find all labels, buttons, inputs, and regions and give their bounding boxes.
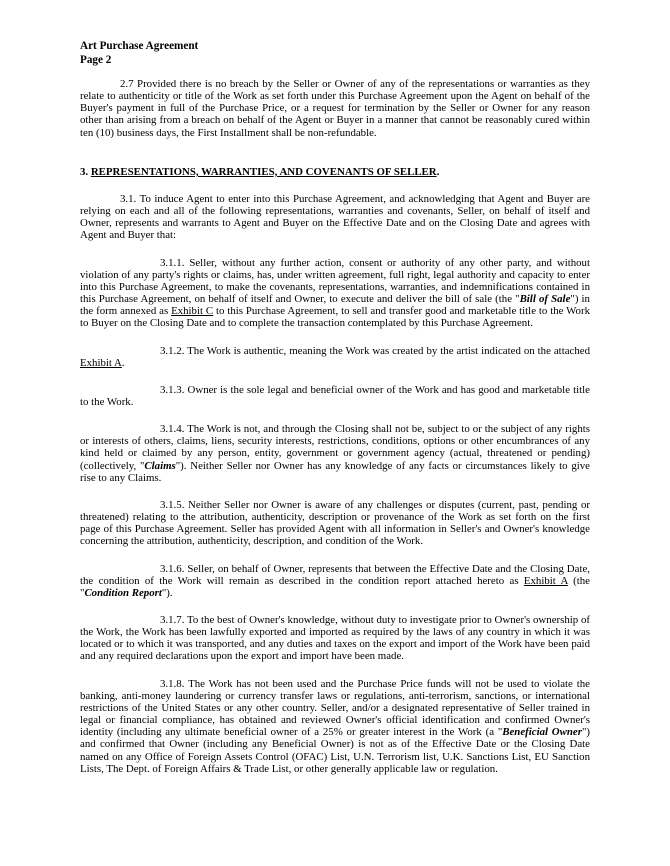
paragraph-3-1-4-text-b: "). Neither Seller nor Owner has any knowledge of any facts or circumstances likely to give rise to any Claims. bbox=[80, 459, 590, 484]
paragraph-3-1-1-text-a: 3.1.1. Seller, without any further action, consent or authority of any other party, and without violation of any party's rights or claims, has, under written agreement, full right, legal authority and capacity to enter into this Purchase Agreement, to make the covenants, representations, warranties, and indemnifications contained in this Purchase Agreement, on behalf of itself and Owner, to execute and deliver the bill of sale (the " bbox=[80, 256, 590, 306]
paragraph-3-1-4-text-a: 3.1.4. The Work is not, and through the Closing shall not be, subject to or the subject of any rights or interests of others, claims, liens, security interests, restrictions, conditions, options or other encumbrances of any kind held or claimed by any person, entity, government or government agency (actual, threatened or pending) (collectively, " bbox=[80, 423, 590, 472]
page-number: Page 2 bbox=[80, 53, 112, 66]
section-3-period: . bbox=[436, 165, 440, 178]
paragraph-3-1-7: 3.1.7. To the best of Owner's knowledge, without duty to investigate prior to Owner's ownership of the Work, the Work has been lawfully exported and imported as required by the laws of any country in which it was located or to which it was transported, and any duties and taxes on the export and import of the Work have been paid and any required declarations upon the export and import have been made. bbox=[80, 614, 590, 663]
defined-term-bill-of-sale: Bill of Sale bbox=[519, 293, 571, 306]
defined-term-claims: Claims bbox=[144, 459, 176, 472]
section-3-title: REPRESENTATIONS, WARRANTIES, AND COVENANTS OF SELLER bbox=[90, 165, 437, 178]
document-title: Art Purchase Agreement bbox=[80, 40, 199, 52]
paragraph-3-1: 3.1. To induce Agent to enter into this Purchase Agreement, and acknowledging that Agent and Buyer are relying on each and all of the following representations, warranties and covenants, Seller, on behalf of itself and Owner, represents and warrants to Agent and Buyer on the Effective Date and on the Closing Date and agrees with Agent and Buyer that: bbox=[80, 192, 590, 242]
defined-term-beneficial-owner: Beneficial Owner bbox=[502, 726, 582, 739]
exhibit-a-reference: Exhibit A bbox=[80, 356, 122, 369]
paragraph-3-1-8 bbox=[80, 678, 590, 775]
paragraph-3-1-2 bbox=[80, 345, 590, 369]
paragraph-3-1-6-text-b: (the " bbox=[80, 574, 590, 599]
paragraph-3-1-3: 3.1.3. Owner is the sole legal and beneficial owner of the Work and has good and marketable title to the Work. bbox=[80, 383, 590, 408]
exhibit-a-reference: Exhibit A bbox=[523, 574, 568, 587]
paragraph-3-1-2-text-b: . bbox=[121, 356, 125, 369]
paragraph-3-1-5: 3.1.5. Neither Seller nor Owner is aware of any challenges or disputes (current, past, pending or threatened) relating to the attribution, authenticity, description or provenance of the Work as set forth on the first page of this Purchase Agreement. Seller has provided Agent with all information in Seller's and Owner's knowledge concerning the attribution, authenticity, description, and condition of the Work. bbox=[80, 498, 590, 548]
paragraph-3-1-4 bbox=[80, 423, 590, 484]
section-3-number: 3. bbox=[80, 165, 91, 178]
paragraph-3-1-6-text-c: "). bbox=[161, 586, 173, 599]
exhibit-c-reference: Exhibit C bbox=[171, 305, 214, 318]
paragraph-2-7: 2.7 Provided there is no breach by the Seller or Owner of any of the representations or warranties as they relate to authenticity or title of the Work as set forth under this Purchase Agreement upon the Agent on behalf of the Buyer's payment in full of the Purchase Price, or a request for termination by the Seller or Owner for any reason other than arising from a breach on behalf of the Agent or Buyer in a manner that cannot be reasonably cured within ten (10) business days, the First Installment shall be non-refundable. bbox=[80, 78, 590, 139]
section-3-heading bbox=[80, 166, 590, 178]
paragraph-3-1-6 bbox=[80, 563, 590, 599]
paragraph-3-1-8-text-b: ") and confirmed that Owner (including any Beneficial Owner) is not as of the Effective Date or the Closing Date named on any Office of Foreign Assets Control (OFAC) List, U.N. Terrorism list, U.K. Sanctions List, EU Sanction Lists, The Dept. of Foreign Affairs & Trade List, or other generally applicable law or regulation. bbox=[80, 726, 590, 775]
paragraph-3-1-1-text-c: to this Purchase Agreement, to sell and transfer good and marketable title to the Work to Buyer on the Closing Date and to complete the transaction contemplated by this Purchase Agreement. bbox=[80, 305, 590, 330]
paragraph-3-1-1-text-b: ") in the form annexed as bbox=[80, 293, 590, 318]
paragraph-3-1-2-text-a: 3.1.2. The Work is authentic, meaning the Work was created by the artist indicated on the attached bbox=[160, 344, 590, 357]
paragraph-3-1-6-text-a: 3.1.6. Seller, on behalf of Owner, represents that between the Effective Date and the Closing Date, the condition of the Work will remain as described in the condition report attached hereto as bbox=[80, 562, 590, 587]
paragraph-3-1-1 bbox=[80, 257, 590, 330]
defined-term-condition-report: Condition Report bbox=[84, 586, 162, 599]
paragraph-3-1-8-text-a: 3.1.8. The Work has not been used and the Purchase Price funds will not be used to violate the banking, anti-money laundering or currency transfer laws or regulations, anti-terrorism, sanctions, or international restrictions of the United States or any other country. Seller, and/or a designated representative of Seller trained in legal or financial compliance, has obtained and reviewed Owner's official identification and confirmed Owner's identity (including any ultimate beneficial owner of a 25% or greater interest in the Work (a " bbox=[80, 677, 590, 739]
